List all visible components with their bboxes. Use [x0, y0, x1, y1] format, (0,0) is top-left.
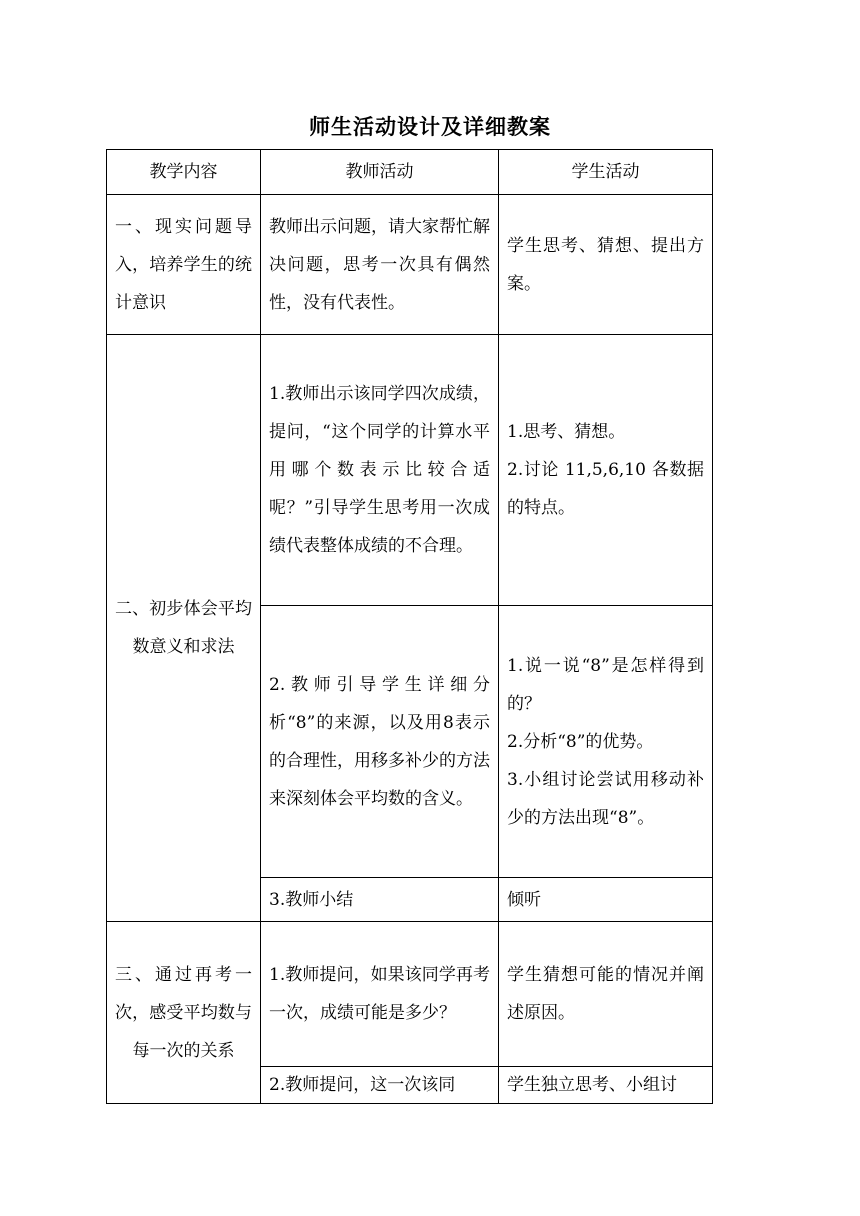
- section-3-student-1: 学生猜想可能的情况并阐述原因。: [499, 922, 713, 1067]
- table-row: [107, 922, 713, 1067]
- section-3-student-2: 学生独立思考、小组讨: [499, 1067, 713, 1104]
- list-item: 1.思考、猜想。: [507, 422, 626, 442]
- section-3-teacher-2: 2.教师提问，这一次该同: [261, 1067, 499, 1104]
- header-teacher-activity: 教师活动: [261, 150, 499, 195]
- lesson-plan-table: [106, 149, 713, 1104]
- list-item: 2.分析“8”的优势。: [507, 731, 654, 752]
- section-2-teacher-3: 3.教师小结: [261, 878, 499, 922]
- section-2-student-3: 倾听: [499, 878, 713, 922]
- section-1-student: 学生思考、猜想、提出方案。: [499, 195, 713, 335]
- section-3-teacher-1: 1.教师提问，如果该同学再考一次，成绩可能是多少？: [261, 922, 499, 1067]
- section-1-content: 一、现实问题导入，培养学生的统计意识: [107, 195, 261, 335]
- list-item: 1.说一说“8”是怎样得到的？: [507, 655, 704, 714]
- section-3-content: 三、通过再考一次，感受平均数与每一次的关系: [107, 922, 261, 1104]
- table-row: [107, 335, 713, 606]
- header-student-activity: 学生活动: [499, 150, 713, 195]
- table-row: [107, 195, 713, 335]
- section-2-teacher-1: 1.教师出示该同学四次成绩，提问，“这个同学的计算水平用哪个数表示比较合适呢？”引导学生思考用一次成绩代表整体成绩的不合理。: [261, 335, 499, 606]
- table-header-row: [107, 150, 713, 195]
- list-item: 2.讨论 11,5,6,10 各数据的特点。: [507, 460, 704, 518]
- page-title: 师生活动设计及详细教案: [309, 114, 551, 139]
- header-content: 教学内容: [107, 150, 261, 195]
- section-2-content: 二、初步体会平均数意义和求法: [107, 335, 261, 922]
- section-2-student-1: [499, 335, 713, 606]
- section-2-student-2: [499, 606, 713, 878]
- section-2-teacher-2: 2.教师引导学生详细分析“8”的来源，以及用8表示的合理性，用移多补少的方法来深刻体会平均数的含义。: [261, 606, 499, 878]
- section-1-teacher: 教师出示问题，请大家帮忙解决问题，思考一次具有偶然性，没有代表性。: [261, 195, 499, 335]
- list-item: 3.小组讨论尝试用移动补少的方法出现“8”。: [507, 769, 704, 828]
